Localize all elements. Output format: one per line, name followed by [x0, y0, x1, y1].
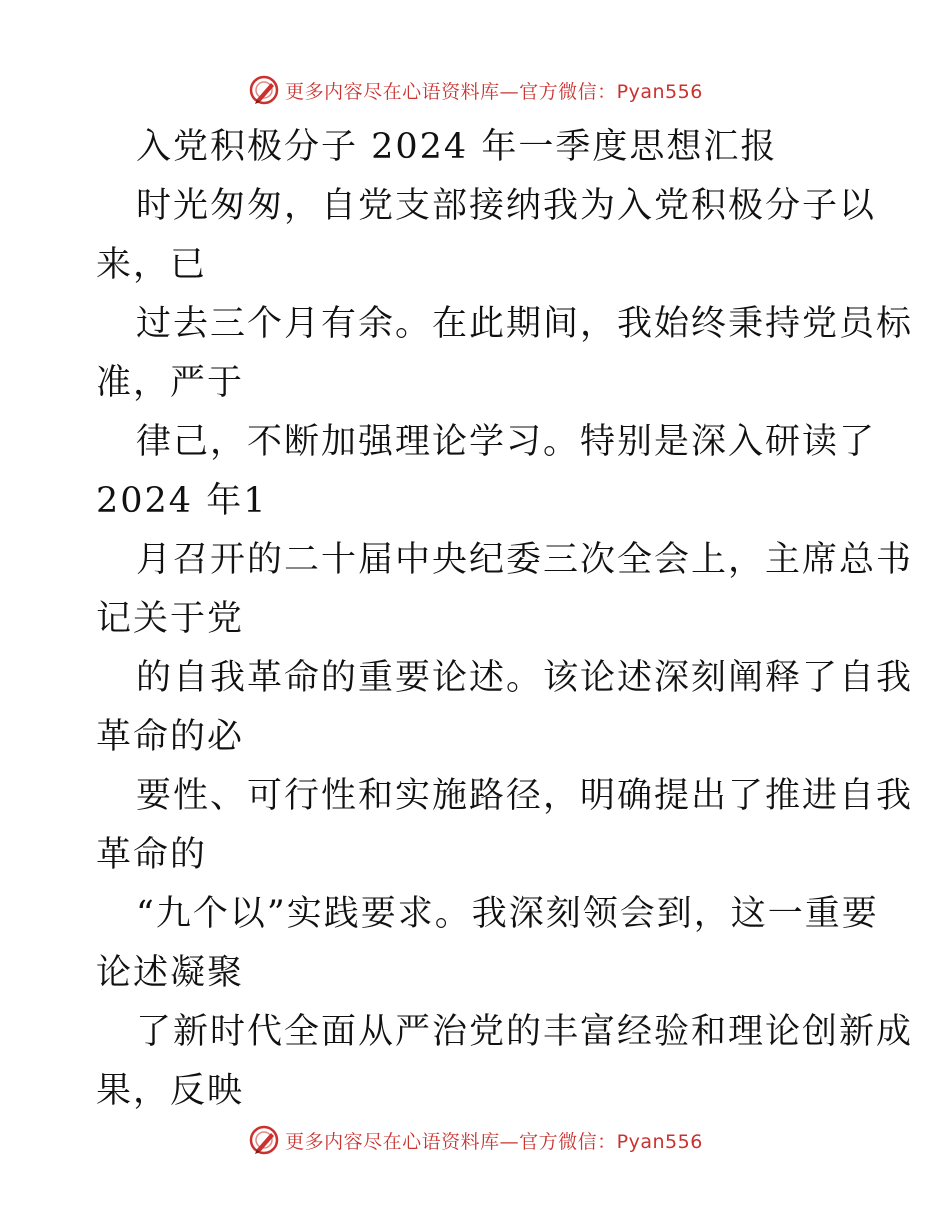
body-line: 来，已: [96, 245, 208, 285]
watermark-text: 更多内容尽在心语资料库—官方微信：Pyan556: [285, 80, 703, 103]
body-line: 律己，不断加强理论学习。特别是深入研读了: [136, 422, 877, 462]
body-line: 月召开的二十届中央纪委三次全会上，主席总书: [136, 540, 914, 580]
body-line: 准，严于: [96, 363, 245, 403]
pen-nib-logo-icon: [247, 1123, 281, 1157]
body-line: 论述凝聚: [96, 953, 245, 993]
document-body: [96, 118, 914, 1121]
body-line: 要性、可行性和实施路径，明确提出了推进自我: [136, 776, 914, 816]
footer-watermark: [0, 1120, 950, 1160]
body-line: 了新时代全面从严治党的丰富经验和理论创新成: [136, 1012, 914, 1052]
watermark-text: 更多内容尽在心语资料库—官方微信：Pyan556: [285, 1130, 703, 1153]
pen-nib-logo-icon: [247, 73, 281, 107]
body-line: “九个以”实践要求。我深刻领会到，这一重要: [136, 894, 879, 934]
body-line: 果，反映: [96, 1071, 245, 1111]
body-line: 的自我革命的重要论述。该论述深刻阐释了自我: [136, 658, 914, 698]
body-line: 2024 年1: [96, 481, 268, 521]
body-line: 过去三个月有余。在此期间，我始终秉持党员标: [136, 304, 914, 344]
body-line: 时光匆匆，自党支部接纳我为入党积极分子以: [136, 186, 877, 226]
header-watermark: [0, 70, 950, 110]
body-line: 革命的必: [96, 717, 245, 757]
document-title: 入党积极分子 2024 年一季度思想汇报: [136, 127, 778, 167]
body-line: 记关于党: [96, 599, 245, 639]
body-line: 革命的: [96, 835, 208, 875]
